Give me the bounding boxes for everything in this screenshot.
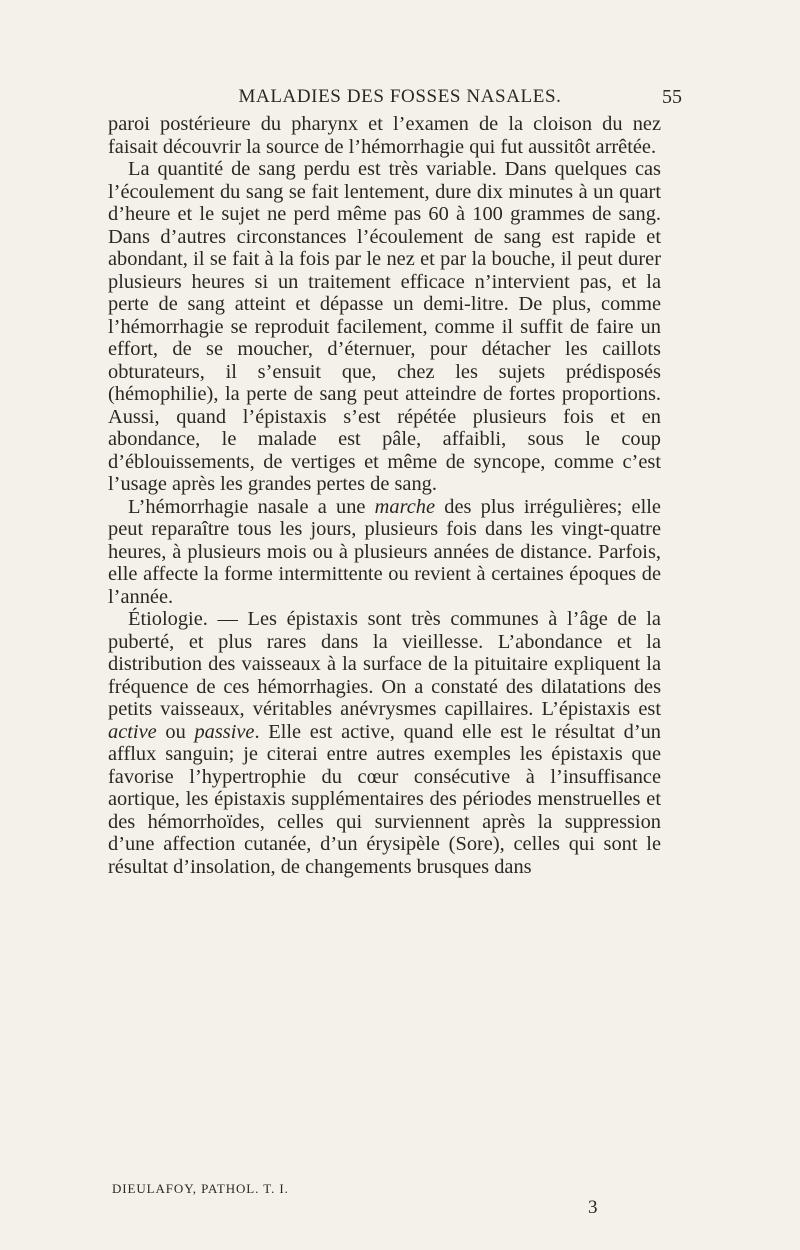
paragraph-3 [108, 496, 661, 609]
term-marche: marche [374, 495, 436, 518]
section-heading-etiologie: Étiologie. [128, 608, 208, 630]
printer-signature: DIEULAFOY, PATHOL. T. I. [112, 1181, 289, 1196]
etiologie-text-c: . Elle est active, quand elle est le résultat d’un afflux sanguin; je citerai entre autres exemples les épistaxis que favorise l’hypertrophie du cœur consécutive à l’insuffisance aortique, les épistaxis supplémentaires des périodes menstruelles et des hémorrhoïdes, celles qui surviennent après la suppression d’une affection cutanée, d’un érysipèle (Sore), celles qui sont le résultat d’insolation, de changements brusques dans [108, 720, 661, 878]
paragraph-2: La quantité de sang perdu est très variable. Dans quelques cas l’écoulement du sang se fait lentement, dure dix minutes à un quart d’heure et le sujet ne perd même pas 60 à 100 grammes de sang. Dans d’autres circonstances l’écoulement de sang est rapide et abondant, il se fait à la fois par le nez et par la bouche, il peut durer plusieurs heures si un traitement efficace n’intervient pas, et la perte de sang atteint et dépasse un demi-litre. De plus, comme l’hémorrhagie se reproduit facilement, comme il suffit de faire un effort, de se moucher, d’éternuer, pour détacher les caillots obturateurs, il s’ensuit que, chez les sujets prédisposés (hémophilie), la perte de sang peut atteindre de fortes proportions. Aussi, quand l’épistaxis s’est répétée plusieurs fois et en abondance, le malade est pâle, affaibli, sous le coup d’éblouissements, de vertiges et même de syncope, comme c’est l’usage après les grandes pertes de sang. [108, 158, 661, 495]
body-text [108, 113, 661, 878]
etiologie-text-b: ou [156, 720, 195, 743]
paragraph-etiologie [108, 608, 661, 878]
page-number: 55 [662, 86, 682, 108]
term-active: active [108, 720, 157, 743]
paragraph-3-text-end: des plus irrégulières; elle peut reparaître tous les jours, plusieurs fois dans les vingt-quatre heures, à plusieurs mois ou à plusieurs années de distance. Parfois, elle affecte la forme intermittente ou revient à certaines époques de l’année. [108, 495, 661, 608]
etiologie-text-a: — Les épistaxis sont très communes à l’âge de la puberté, et plus rares dans la vieillesse. L’abondance et la distribution des vaisseaux à la surface de la pituitaire expliquent la fréquence de ces hémorrhagies. On a constaté des dilatations des petits vaisseaux, véritables anévrysmes capillaires. L’épistaxis est [108, 608, 661, 720]
running-head: MALADIES DES FOSSES NASALES. [238, 86, 562, 107]
signature-number: 3 [588, 1197, 598, 1218]
paragraph-3-text-start: L’hémorrhagie nasale a une [128, 495, 375, 518]
term-passive: passive [194, 720, 255, 743]
paragraph-1: paroi postérieure du pharynx et l’examen de la cloison du nez faisait découvrir la source de l’hémorrhagie qui fut aussitôt arrêtée. [108, 113, 661, 158]
